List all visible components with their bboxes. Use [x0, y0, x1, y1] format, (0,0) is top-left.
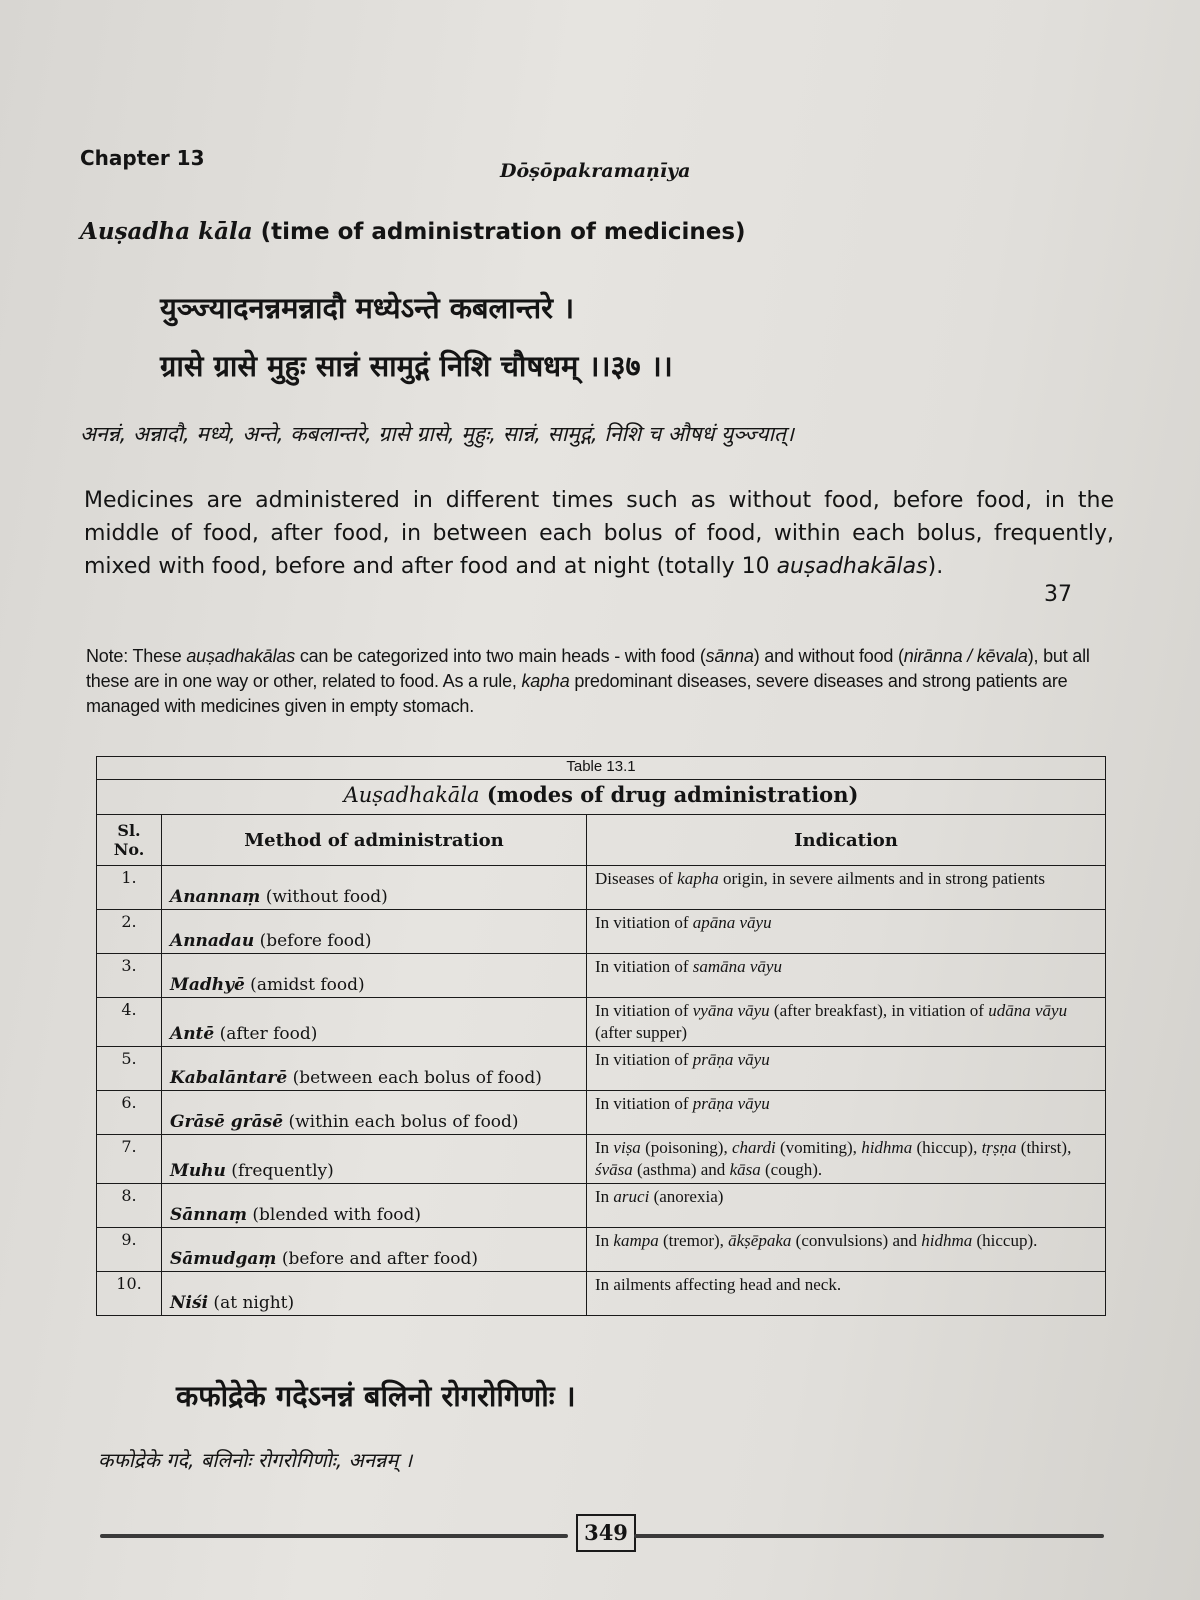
indication-text: In vitiation of: [595, 913, 693, 932]
cell-indication: [587, 1184, 1106, 1228]
indication-term: hidhma: [921, 1231, 973, 1250]
indication-term: kāsa: [729, 1160, 761, 1179]
cell-indication: [587, 1091, 1106, 1135]
verse-line-1: युञ्ज्यादनन्नमन्नादौ मध्येऽन्ते कबलान्तरे ।: [160, 291, 575, 325]
indication-text: (asthma) and: [632, 1160, 730, 1179]
cell-method: [162, 998, 587, 1047]
table-row: [97, 998, 1106, 1047]
method-name: Kabalāntarē: [170, 1068, 288, 1088]
cell-indication: [587, 910, 1106, 954]
indication-term: hidhma: [861, 1138, 913, 1157]
cell-sl-no: 8.: [97, 1184, 162, 1228]
method-description: (within each bolus of food): [283, 1112, 519, 1132]
method-name: Antē: [170, 1024, 215, 1044]
indication-text: (convulsions) and: [791, 1231, 922, 1250]
indication-text: (cough).: [760, 1160, 823, 1179]
chapter-title: Dōṣōpakramaṇīya: [500, 160, 691, 182]
drug-administration-table: [96, 756, 1106, 1316]
method-description: (amidst food): [244, 975, 365, 995]
note-text: Note: These: [86, 646, 187, 666]
table-row: [97, 1184, 1106, 1228]
cell-sl-no: 10.: [97, 1272, 162, 1316]
method-name: Niśi: [170, 1293, 209, 1313]
table-title-term: Auṣadhakāla: [343, 783, 480, 807]
cell-indication: [587, 1047, 1106, 1091]
table-row: [97, 866, 1106, 910]
section-title-rest: (time of administration of medicines): [252, 219, 746, 245]
cell-method: [162, 1135, 587, 1184]
method-name: Annadau: [170, 931, 255, 951]
indication-term: prāṇa vāyu: [692, 1050, 770, 1069]
method-description: (at night): [208, 1293, 295, 1313]
method-name: Grāsē grāsē: [170, 1112, 284, 1132]
indication-text: (poisoning),: [640, 1138, 732, 1157]
indication-text: (vomiting),: [775, 1138, 862, 1157]
cell-sl-no: 6.: [97, 1091, 162, 1135]
table-row: [97, 1047, 1106, 1091]
translation-text: Medicines are administered in different times such as without food, before food, in the middle of food, after food, in between each bolus of food, within each bolus, frequently, mixed with food, before and after food and at night (totally 10: [84, 488, 1114, 579]
indication-term: vyāna vāyu: [692, 1001, 770, 1020]
note-text: predominant diseases, severe diseases and strong patients are managed with medicines given in empty stomach.: [86, 671, 1068, 716]
table-caption: Table 13.1: [97, 757, 1106, 780]
indication-text: In: [595, 1231, 614, 1250]
note-term: kapha: [521, 671, 570, 691]
indication-text: Diseases of: [595, 869, 678, 888]
method-description: (frequently): [225, 1161, 334, 1181]
method-name: Sānnaṃ: [170, 1205, 248, 1225]
note-text: can be categorized into two main heads - with food (: [295, 646, 706, 666]
method-description: (before food): [254, 931, 372, 951]
chapter-label: Chapter 13: [80, 146, 205, 170]
translation-paragraph: [84, 484, 1114, 583]
method-name: Madhyē: [170, 975, 245, 995]
cell-indication: [587, 1135, 1106, 1184]
note-text: ), but all these are in one way or other, related to food. As a rule,: [86, 646, 1090, 691]
indication-text: In vitiation of: [595, 1050, 693, 1069]
method-name: Muhu: [170, 1161, 226, 1181]
indication-text: origin, in severe ailments and in strong patients: [718, 869, 1045, 888]
indication-text: In vitiation of: [595, 957, 693, 976]
method-description: (without food): [260, 887, 388, 907]
method-description: (between each bolus of food): [287, 1068, 542, 1088]
indication-text: (hiccup).: [972, 1231, 1038, 1250]
method-description: (before and after food): [276, 1249, 479, 1269]
cell-method: [162, 866, 587, 910]
translation-term: auṣadhakālas: [776, 554, 928, 579]
verse-anvaya: अनन्नं, अन्नादौ, मध्ये, अन्ते, कबलान्तरे, ग्रासे ग्रासे, मुहुः, सान्नं, सामुद्गं, निशि च औषधं युञ्ज्यात्।: [80, 422, 794, 446]
method-description: (after food): [214, 1024, 318, 1044]
cell-sl-no: 2.: [97, 910, 162, 954]
footer-rule-right: [634, 1534, 1104, 1538]
indication-text: In vitiation of: [595, 1001, 693, 1020]
cell-indication: [587, 1272, 1106, 1316]
indication-term: śvāsa: [595, 1160, 633, 1179]
indication-term: apāna vāyu: [692, 913, 772, 932]
note-text: ) and without food (: [753, 646, 904, 666]
cell-method: [162, 1047, 587, 1091]
cell-method: [162, 1228, 587, 1272]
indication-text: (after breakfast), in vitiation of: [769, 1001, 989, 1020]
indication-text: (after supper): [595, 1023, 688, 1042]
table-row: [97, 910, 1106, 954]
indication-term: prāṇa vāyu: [692, 1094, 770, 1113]
note-term: auṣadhakālas: [186, 646, 296, 666]
indication-text: In: [595, 1187, 614, 1206]
table-row: [97, 1135, 1106, 1184]
note-paragraph: [86, 644, 1116, 719]
indication-term: kapha: [677, 869, 719, 888]
cell-method: [162, 1184, 587, 1228]
table-title: [97, 780, 1106, 815]
verse-number: 37: [1044, 582, 1072, 607]
indication-text: (tremor),: [658, 1231, 729, 1250]
shloka-anvaya: कफोद्रेके गदे, बलिनोः रोगरोगिणोः, अनन्नम् ।: [98, 1448, 413, 1472]
table-body: [97, 866, 1106, 1316]
indication-text: In ailments affecting head and neck.: [595, 1275, 842, 1294]
column-header-indication: Indication: [587, 815, 1106, 866]
indication-text: (thirst),: [1016, 1138, 1072, 1157]
footer-rule-left: [100, 1534, 568, 1538]
indication-text: (anorexia): [649, 1187, 724, 1206]
cell-method: [162, 910, 587, 954]
indication-term: kampa: [613, 1231, 659, 1250]
column-header-method: Method of administration: [162, 815, 587, 866]
table-row: [97, 1091, 1106, 1135]
shloka-line: कफोद्रेके गदेऽनन्नं बलिनो रोगरोगिणोः ।: [176, 1379, 576, 1413]
indication-text: In vitiation of: [595, 1094, 693, 1113]
cell-sl-no: 9.: [97, 1228, 162, 1272]
cell-indication: [587, 954, 1106, 998]
cell-sl-no: 7.: [97, 1135, 162, 1184]
indication-term: tṛṣṇa: [981, 1138, 1017, 1157]
verse-line-2: ग्रासे ग्रासे मुहुः सान्नं सामुद्गं निशि चौषधम् ।।३७ ।।: [160, 349, 673, 383]
indication-term: samāna vāyu: [692, 957, 782, 976]
section-title: [80, 218, 746, 245]
translation-end: ).: [927, 554, 944, 579]
note-term: nirānna / kēvala: [903, 646, 1028, 666]
table-row: [97, 1272, 1106, 1316]
cell-method: [162, 1272, 587, 1316]
indication-term: aruci: [613, 1187, 650, 1206]
cell-indication: [587, 866, 1106, 910]
method-name: Anannaṃ: [170, 887, 261, 907]
cell-sl-no: 3.: [97, 954, 162, 998]
cell-sl-no: 1.: [97, 866, 162, 910]
section-title-term: Auṣadha kāla: [80, 218, 253, 245]
column-header-sl: Sl. No.: [97, 815, 162, 866]
cell-sl-no: 4.: [97, 998, 162, 1047]
note-term: sānna: [705, 646, 754, 666]
indication-text: (hiccup),: [912, 1138, 982, 1157]
indication-term: udāna vāyu: [988, 1001, 1068, 1020]
indication-text: In: [595, 1138, 614, 1157]
page-number: 349: [576, 1514, 636, 1552]
indication-term: chardi: [731, 1138, 776, 1157]
table-row: [97, 1228, 1106, 1272]
cell-indication: [587, 998, 1106, 1047]
cell-indication: [587, 1228, 1106, 1272]
method-description: (blended with food): [247, 1205, 422, 1225]
method-name: Sāmudgaṃ: [170, 1249, 277, 1269]
indication-term: ākṣēpaka: [728, 1231, 792, 1250]
table-title-rest: (modes of drug administration): [479, 782, 859, 807]
indication-term: viṣa: [613, 1138, 641, 1157]
cell-method: [162, 954, 587, 998]
cell-method: [162, 1091, 587, 1135]
cell-sl-no: 5.: [97, 1047, 162, 1091]
table-row: [97, 954, 1106, 998]
